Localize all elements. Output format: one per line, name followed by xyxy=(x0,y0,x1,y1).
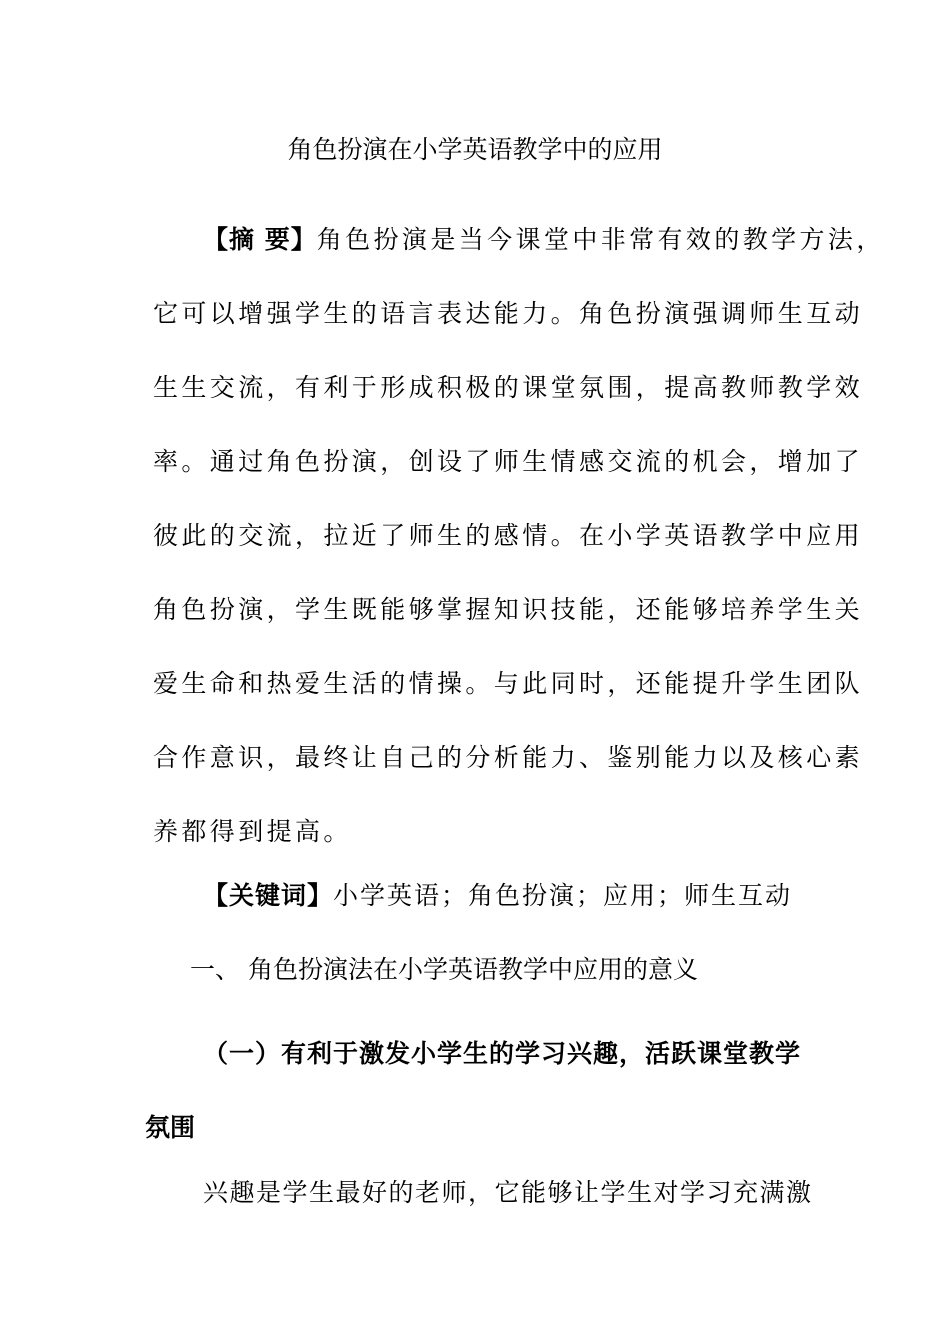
abstract-line-7: 爱生命和热爱生活的情操。与此同时，还能提升学生团队 xyxy=(153,669,864,698)
section-heading: 一、 角色扮演法在小学英语教学中应用的意义 xyxy=(190,955,698,984)
abstract-text-1: 角色扮演是当今课堂中非常有效的教学方法， xyxy=(316,225,885,254)
abstract-line-1 xyxy=(203,222,885,258)
abstract-line-5: 彼此的交流，拉近了师生的感情。在小学英语教学中应用 xyxy=(153,521,864,550)
abstract-line-3: 生生交流，有利于形成积极的课堂氛围，提高教师教学效 xyxy=(153,373,864,402)
subsection-heading: （一）有利于激发小学生的学习兴趣，活跃课堂教学 xyxy=(203,1039,802,1068)
body-paragraph-line: 兴趣是学生最好的老师，它能够让学生对学习充满激 xyxy=(203,1178,813,1207)
abstract-line-2: 它可以增强学生的语言表达能力。角色扮演强调师生互动 xyxy=(153,299,864,328)
document-title: 角色扮演在小学英语教学中的应用 xyxy=(287,135,663,164)
keywords-line xyxy=(203,878,792,914)
abstract-line-9: 养都得到提高。 xyxy=(153,817,352,846)
abstract-line-8: 合作意识，最终让自己的分析能力、鉴别能力以及核心素 xyxy=(153,743,864,772)
keywords-label: 【关键词】 xyxy=(203,881,334,910)
subsection-heading-continued: 氛围 xyxy=(145,1113,196,1142)
abstract-label: 【摘 要】 xyxy=(203,225,317,254)
keywords-text: 小学英语；角色扮演；应用；师生互动 xyxy=(333,881,793,910)
abstract-line-6: 角色扮演，学生既能够掌握知识技能，还能够培养学生关 xyxy=(153,595,864,624)
abstract-line-4: 率。通过角色扮演，创设了师生情感交流的机会，增加了 xyxy=(153,447,864,476)
